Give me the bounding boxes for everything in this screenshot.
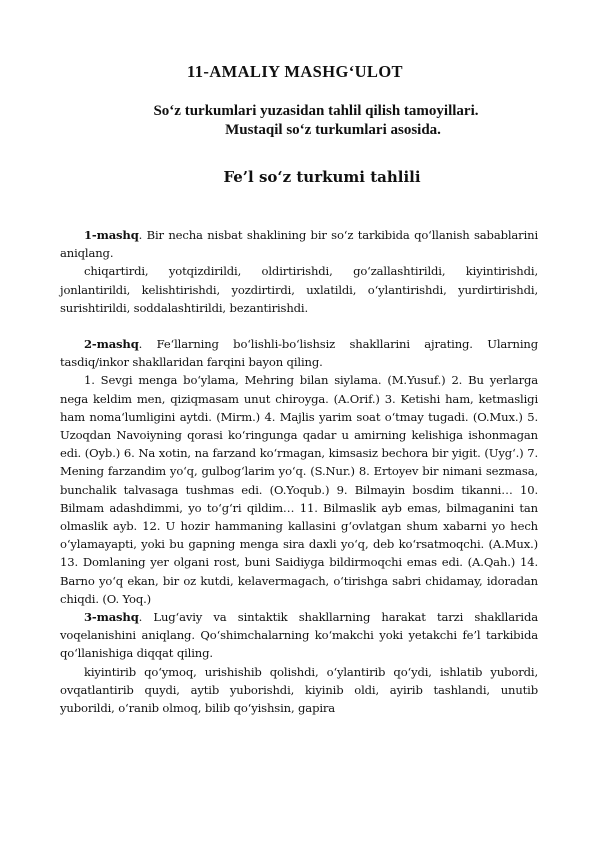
- exercise-3-task: [60, 608, 538, 663]
- exercise-2-label: 2-mashq: [84, 337, 139, 352]
- document-body: [60, 226, 538, 717]
- exercise-2-content: 1. Sevgi menga bo‘ylama, Mehring bilan siylama. (M.Yusuf.) 2. Bu yerlarga nega keldim men, qiziqmasam unut chiroyga. (A.Orif.) 3. Ketishi ham, ketmasligi ham noma‘lumligini aytdi. (Mirm.) 4. Majlis yarim soat o‘tmay tugadi. (O.Mux.) 5. Uzoqdan Navoiyning qorasi ko‘ringunga qadar u amirning kelishiga ishonmagan edi. (Oyb.) 6. Na xotin, na farzand ko‘rmagan, kimsasiz bechora bir yigit. (Uyg‘.) 7. Mening farzandim yo‘q, gulbog‘larim yo‘q. (S.Nur.) 8. Ertoyev bir nimani sezmasa, bunchalik talvasaga tushmas edi. (O.Yoqub.) 9. Bilmayin bosdim tikanni… 10. Bilmam adashdimmi, yo to‘g‘ri qildim… 11. Bilmaslik ayb emas, bilmaganini tan olmaslik ayb. 12. U hozir hammaning kallasini g‘ovlatgan shum xabarni yo hech o‘ylamayapti, yoki bu gapning menga sira daxli yo‘q, deb ko‘rsatmoqchi. (A.Mux.) 13. Domlaning yer olgani rost, buni Saidiyga bildirmoqchi emas edi. (A.Qah.) 14. Barno yo‘q ekan, bir oz kutdi, kelavermagach, o‘tirishga sabri chidamay, idoradan chiqdi. (O. Yoq.): [60, 373, 538, 606]
- exercise-3-label: 3-mashq: [84, 610, 139, 625]
- exercise-1-label: 1-mashq: [84, 228, 139, 242]
- exercise-2-task: [60, 335, 538, 371]
- section-title: Fe’l so‘z turkumi tahlili: [223, 168, 421, 186]
- exercise-1-task-text: . Bir necha nisbat shaklining bir so‘z tarkibida qo‘llanish sabablarini aniqlang.: [60, 228, 538, 261]
- exercise-3-content: kiyintirib qo‘ymoq, urishishib qolishdi, o‘ylantirib qo‘ydi, ishlatib yubordi, ovqatlantirib quydi, aytib yuborishdi, kiyinib oldi, ayirib tashlandi, unutib yuborildi, o‘ranib olmoq, bilib qo‘yishsin, gapira: [60, 664, 538, 716]
- exercise-2-task-text: . Fe‘llarning bo‘lishli-bo‘lishsiz shakllarini ajrating. Ularning tasdiq/inkor shakllaridan farqini bayon qiling.: [60, 337, 538, 370]
- exercise-1-task: [60, 226, 538, 262]
- exercise-3-task-text: . Lug‘aviy va sintaktik shakllarning harakat tarzi shakllarida voqelanishini aniqlang. Qo‘shimchalarning ko‘makchi yoki yetakchi fe’l tarkibida qo‘llanishiga diqqat qiling.: [60, 610, 538, 661]
- subtitle-line-1: So‘z turkumlari yuzasidan tahlil qilish tamoyillari.: [153, 103, 479, 119]
- subtitle-line-2: Mustaqil so‘z turkumlari asosida.: [225, 122, 441, 138]
- page-title: 11-AMALIY MASHG‘ULOT: [187, 62, 403, 81]
- exercise-1-content: chiqartirdi, yotqizdirildi, oldirtirishdi, go‘zallashtirildi, kiyintirishdi, jonlantirildi, kelishtirishdi, yozdirtirdi, uxlatildi, o‘ylantirishdi, yurdirtirishdi, surishtirildi, soddalashtirildi, bezantirishdi.: [60, 264, 538, 315]
